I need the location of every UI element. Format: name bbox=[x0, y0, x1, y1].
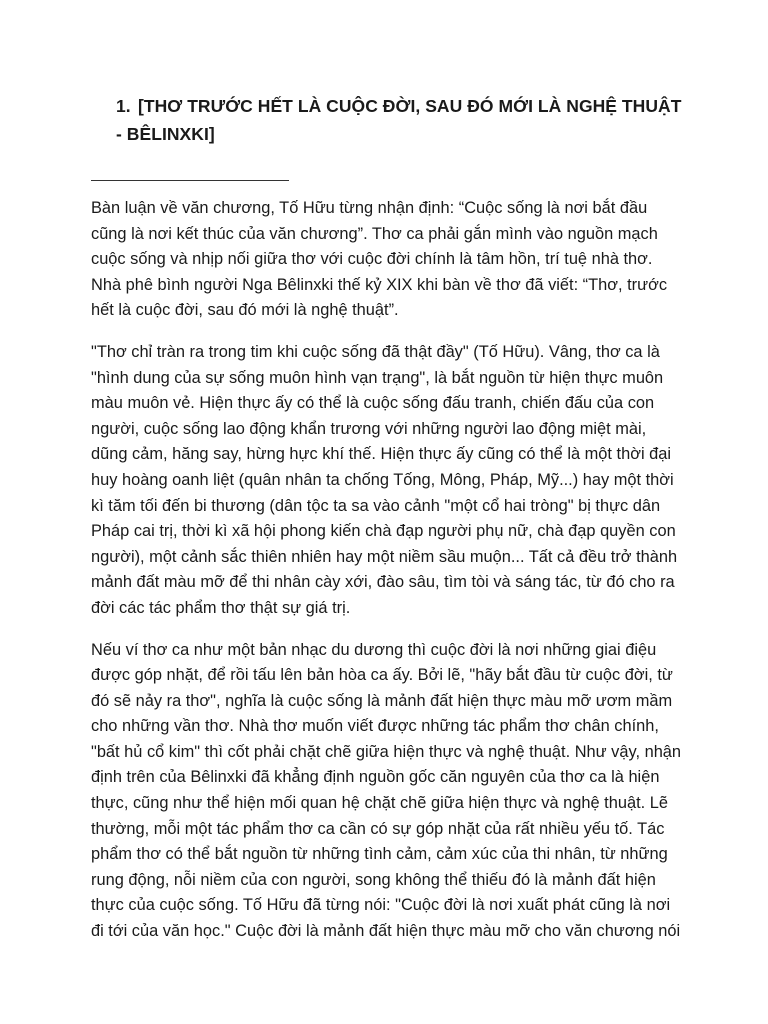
body-text bbox=[91, 196, 687, 961]
paragraph-2: "Thơ chỉ tràn ra trong tim khi cuộc sống đã thật đầy" (Tố Hữu). Vâng, thơ ca là "hình dung của sự sống muôn hình vạn trạng", là bắt nguồn từ hiện thực muôn màu muôn vẻ. Hiện thực ấy có thể là cuộc sống đấu tranh, chiến đấu của con người, cuộc sống lao động khẩn trương với những người lao động miệt mài, dũng cảm, hăng say, hừng hực khí thế. Hiện thực ấy cũng có thể là một thời đại huy hoàng oanh liệt (quân nhân ta chống Tống, Mông, Pháp, Mỹ...) hay một thời kì tăm tối đến bi thương (dân tộc ta sa vào cảnh "một cổ hai tròng" bị thực dân Pháp cai trị, thời kì xã hội phong kiến chà đạp người phụ nữ, chà đạp quyền con người), một cảnh sắc thiên nhiên hay một niềm sầu muộn... Tất cả đều trở thành mảnh đất màu mỡ để thi nhân cày xới, đào sâu, tìm tòi và sáng tác, từ đó cho ra đời các tác phẩm thơ thật sự giá trị. bbox=[91, 342, 678, 617]
heading-text: [THƠ TRƯỚC HẾT LÀ CUỘC ĐỜI, SAU ĐÓ MỚI LÀ NGHỆ THUẬT - BÊLINXKI] bbox=[116, 96, 682, 144]
paragraph-1: Bàn luận về văn chương, Tố Hữu từng nhận định: “Cuộc sống là nơi bắt đầu cũng là nơi kết thúc của văn chương”. Thơ ca phải gắn mình vào nguồn mạch cuộc sống và nhịp nối giữa thơ với cuộc đời chính là tâm hồn, trí tuệ nhà thơ. Nhà phê bình người Nga Bêlinxki thế kỷ XIX khi bàn về thơ đã viết: “Thơ, trước hết là cuộc đời, sau đó mới là nghệ thuật”. bbox=[91, 199, 668, 320]
paragraph-3: Nếu ví thơ ca như một bản nhạc du dương thì cuộc đời là nơi những giai điệu được góp nhặt, để rồi tấu lên bản hòa ca ấy. Bởi lẽ, "hãy bắt đầu từ cuộc đời, từ đó sẽ nảy ra thơ", nghĩa là cuộc sống là mảnh đất hiện thực màu mỡ ươm mầm cho những vần thơ. Nhà thơ muốn viết được những tác phẩm thơ chân chính, "bất hủ cổ kim" thì cốt phải chặt chẽ giữa hiện thực và nghệ thuật. Như vậy, nhận định trên của Bêlinxki đã khẳng định nguồn gốc căn nguyên của thơ ca là hiện thực, cũng như thể hiện mối quan hệ chặt chẽ giữa hiện thực và nghệ thuật. Lẽ thường, mỗi một tác phẩm thơ ca cần có sự góp nhặt của rất nhiều yếu tố. Tác phẩm thơ có thể bắt nguồn từ những tình cảm, cảm xúc của thi nhân, từ những rung động, nỗi niềm của con người, song không thể thiếu đó là mảnh đất hiện thực của cuộc sống. Tố Hữu đã từng nói: "Cuộc đời là nơi xuất phát cũng là nơi đi tới của văn học." Cuộc đời là mảnh đất hiện thực màu mỡ cho văn chương nói bbox=[91, 640, 682, 941]
heading-number: 1. bbox=[116, 96, 131, 116]
section-heading bbox=[116, 92, 686, 148]
horizontal-rule bbox=[91, 180, 289, 181]
